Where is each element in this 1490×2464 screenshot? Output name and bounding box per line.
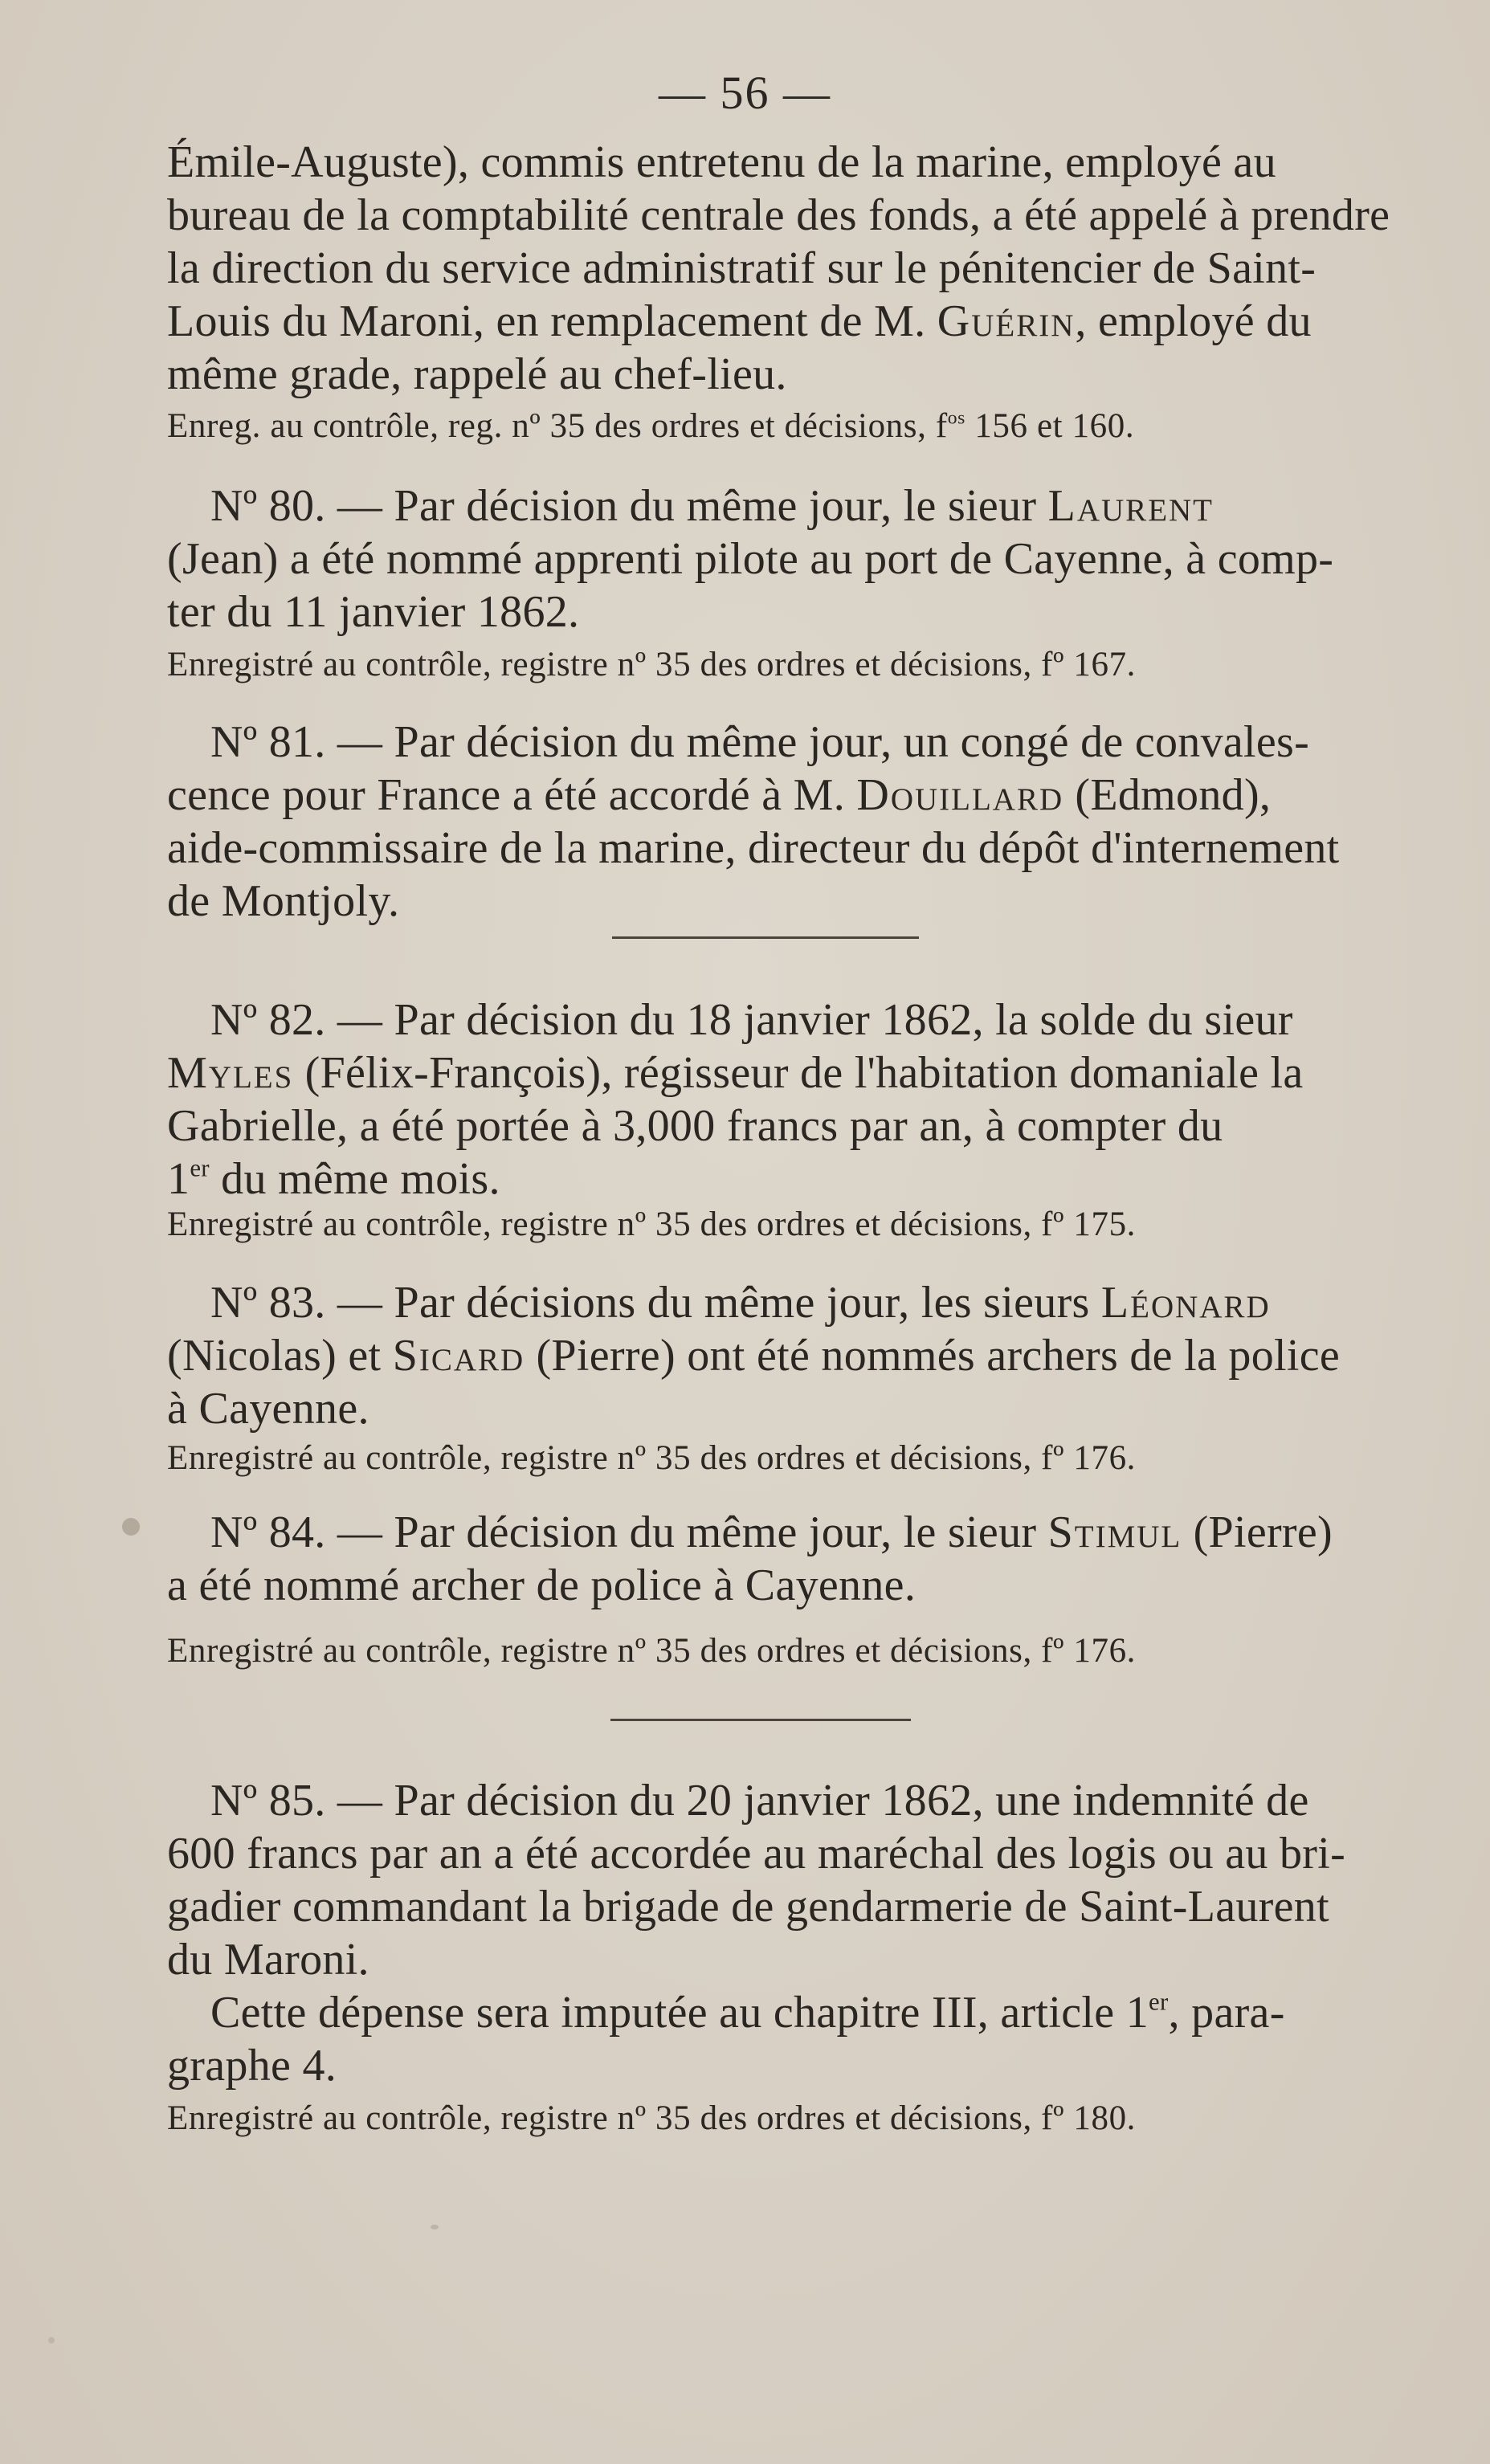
- text-line: [167, 1330, 1340, 1381]
- text-span: (Pierre): [1182, 1507, 1333, 1557]
- text-line: [167, 296, 1312, 347]
- text-span: même grade, rappelé au chef-lieu.: [167, 349, 787, 399]
- text-line: [167, 586, 579, 638]
- superscript: er: [190, 1154, 210, 1182]
- text-span: (Félix-François), régisseur de l'habitation domaniale la: [293, 1048, 1304, 1098]
- text-line: [167, 822, 1340, 874]
- text-span: bureau de la comptabilité centrale des fonds, a été appelé à prendre: [167, 190, 1390, 240]
- text-line: [167, 533, 1333, 585]
- page-number: — 56 —: [659, 67, 831, 119]
- text-line: [210, 1775, 1309, 1826]
- text-span: 600 francs par an a été accordée au maréchal des logis ou au bri-: [167, 1829, 1346, 1879]
- person-name: Guérin: [937, 296, 1076, 346]
- text-span: cence pour France a été accordé à M.: [167, 770, 857, 820]
- text-span: du Maroni.: [167, 1935, 369, 1985]
- text-span: graphe 4.: [167, 2041, 337, 2091]
- text-line: [167, 190, 1390, 241]
- text-line: [210, 716, 1309, 768]
- text-span: (Nicolas) et: [167, 1331, 393, 1381]
- section-divider: [612, 936, 919, 939]
- text-span: (Jean) a été nommé apprenti pilote au port de Cayenne, à comp-: [167, 534, 1334, 584]
- ink-spot: [122, 1518, 140, 1536]
- text-span: de Montjoly.: [167, 876, 400, 926]
- text-span: 156 et 160.: [965, 407, 1135, 445]
- text-line: [167, 243, 1316, 294]
- text-span: Enregistré au contrôle, registre nº 35 des ordres et décisions, fº 176.: [167, 1439, 1137, 1477]
- person-name: Léonard: [1100, 1278, 1271, 1328]
- text-span: 1: [167, 1154, 190, 1204]
- text-span: Cette dépense sera imputée au chapitre III, article 1: [210, 1988, 1149, 2038]
- text-span: Nº 82. — Par décision du 18 janvier 1862, la solde du sieur: [210, 995, 1293, 1045]
- registration-note: [167, 2098, 1136, 2140]
- superscript: os: [947, 407, 965, 429]
- text-span: aide-commissaire de la marine, directeur du dépôt d'internement: [167, 823, 1340, 873]
- text-line: [210, 480, 1214, 532]
- text-span: à Cayenne.: [167, 1384, 369, 1434]
- text-span: Enreg. au contrôle, reg. nº 35 des ordres et décisions, f: [167, 407, 948, 445]
- person-name: Douillard: [856, 770, 1064, 820]
- text-line: [167, 769, 1271, 821]
- text-span: la direction du service administratif sur le pénitencier de Saint-: [167, 243, 1317, 293]
- text-line: [167, 1828, 1345, 1879]
- text-span: ter du 11 janvier 1862.: [167, 587, 580, 637]
- text-span: Nº 85. — Par décision du 20 janvier 1862, une indemnité de: [210, 1776, 1309, 1826]
- text-line: [167, 2040, 337, 2091]
- text-line: [167, 1383, 369, 1434]
- registration-note: [167, 406, 1134, 447]
- text-span: Nº 80. — Par décision du même jour, le sieur: [210, 481, 1048, 531]
- text-line: [167, 1881, 1329, 1932]
- text-line: [210, 1277, 1271, 1328]
- text-line: [210, 1987, 1285, 2038]
- registration-note: [167, 1630, 1136, 1672]
- text-line: [167, 875, 399, 927]
- text-line: [167, 349, 787, 400]
- text-span: (Edmond),: [1063, 770, 1272, 820]
- text-line: [210, 1507, 1333, 1558]
- text-line: [210, 994, 1293, 1046]
- text-span: Nº 84. — Par décision du même jour, le sieur: [210, 1507, 1048, 1557]
- paper-speck: [431, 2225, 439, 2229]
- registration-note: [167, 1204, 1136, 1246]
- text-span: Enregistré au contrôle, registre nº 35 des ordres et décisions, fº 180.: [167, 2099, 1137, 2137]
- text-line: [167, 137, 1276, 188]
- text-span: Louis du Maroni, en remplacement de M.: [167, 296, 937, 346]
- text-span: Enregistré au contrôle, registre nº 35 des ordres et décisions, fº 167.: [167, 646, 1137, 683]
- superscript: er: [1149, 1988, 1169, 2016]
- text-span: du même mois.: [209, 1154, 500, 1204]
- person-name: Sicard: [392, 1331, 525, 1381]
- text-line: [167, 1560, 916, 1611]
- text-span: , para-: [1168, 1988, 1285, 2038]
- text-line: [167, 1047, 1304, 1099]
- text-line: [167, 1100, 1223, 1152]
- text-span: Enregistré au contrôle, registre nº 35 des ordres et décisions, fº 176.: [167, 1632, 1137, 1670]
- text-span: (Pierre) ont été nommés archers de la police: [525, 1331, 1341, 1381]
- person-name: Laurent: [1047, 481, 1214, 531]
- registration-note: [167, 644, 1136, 686]
- section-divider: [610, 1719, 911, 1721]
- text-span: Nº 83. — Par décisions du même jour, les sieurs: [210, 1278, 1101, 1328]
- person-name: Myles: [167, 1048, 294, 1098]
- registration-note: [167, 1438, 1136, 1479]
- person-name: Stimul: [1047, 1507, 1182, 1557]
- text-span: Gabrielle, a été portée à 3,000 francs par an, à compter du: [167, 1101, 1223, 1151]
- text-span: Nº 81. — Par décision du même jour, un congé de convales-: [210, 717, 1310, 767]
- text-span: Enregistré au contrôle, registre nº 35 des ordres et décisions, fº 175.: [167, 1205, 1137, 1243]
- text-span: Émile-Auguste), commis entretenu de la marine, employé au: [167, 137, 1276, 187]
- text-span: gadier commandant la brigade de gendarmerie de Saint-Laurent: [167, 1882, 1329, 1932]
- text-line: [167, 1934, 369, 1985]
- text-span: , employé du: [1075, 296, 1312, 346]
- text-line: [167, 1153, 500, 1205]
- text-span: a été nommé archer de police à Cayenne.: [167, 1560, 916, 1610]
- paper-speck: [48, 2337, 55, 2344]
